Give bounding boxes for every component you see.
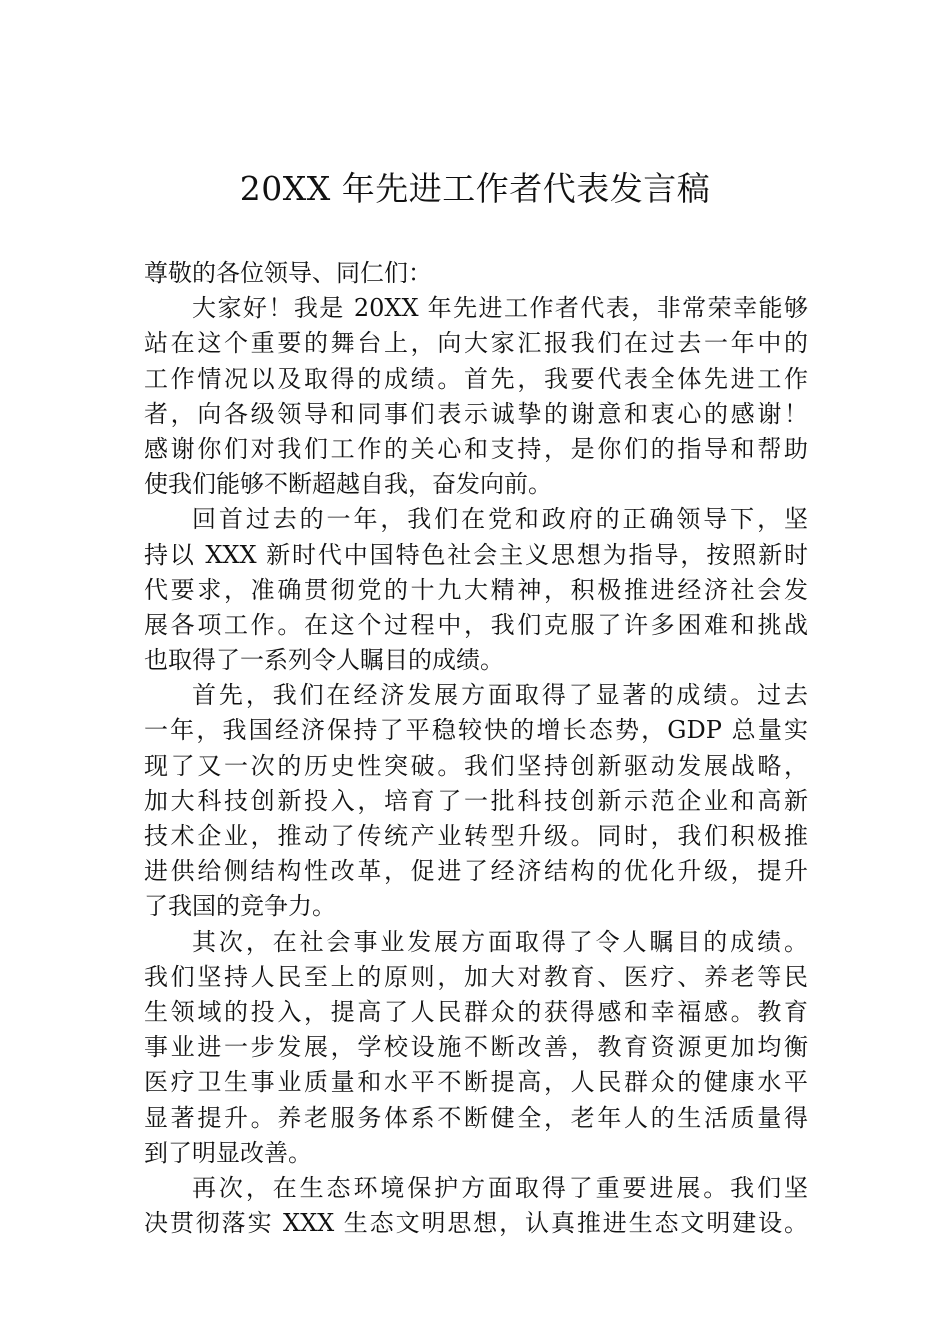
body-line: 其次，在社会事业发展方面取得了令人瞩目的成绩。	[192, 927, 808, 956]
body-line: 也取得了一系列令人瞩目的成绩。	[144, 646, 504, 675]
body-line: 加大科技创新投入，培育了一批科技创新示范企业和高新	[144, 786, 808, 815]
body-line: 进供给侧结构性改革，促进了经济结构的优化升级，提升	[144, 857, 808, 886]
body-line: 站在这个重要的舞台上，向大家汇报我们在过去一年中的	[144, 329, 808, 358]
body-line: 者，向各级领导和同事们表示诚挚的谢意和衷心的感谢！	[144, 399, 808, 428]
body-line: 使我们能够不断超越自我，奋发向前。	[144, 470, 552, 499]
body-line: 事业进一步发展，学校设施不断改善，教育资源更加均衡	[144, 1033, 808, 1062]
body-line: 首先，我们在经济发展方面取得了显著的成绩。过去	[192, 681, 808, 710]
body-line: 到了明显改善。	[144, 1138, 312, 1167]
body-line: 回首过去的一年，我们在党和政府的正确领导下，坚	[192, 505, 808, 534]
body-line: 大家好！我是 20XX 年先进工作者代表，非常荣幸能够	[192, 294, 808, 323]
body-line: 技术企业，推动了传统产业转型升级。同时，我们积极推	[144, 822, 808, 850]
body-line: 生领域的投入，提高了人民群众的获得感和幸福感。教育	[144, 997, 808, 1026]
document-body	[144, 256, 808, 1241]
body-line: 工作情况以及取得的成绩。首先，我要代表全体先进工作	[144, 364, 808, 393]
body-line: 再次，在生态环境保护方面取得了重要进展。我们坚	[192, 1173, 808, 1202]
body-line: 决贯彻落实 XXX 生态文明思想，认真推进生态文明建设。	[144, 1209, 808, 1238]
body-line: 感谢你们对我们工作的关心和支持，是你们的指导和帮助	[144, 434, 808, 463]
body-line: 了我国的竞争力。	[144, 892, 336, 921]
body-line: 我们坚持人民至上的原则，加大对教育、医疗、养老等民	[144, 962, 808, 991]
body-line: 一年，我国经济保持了平稳较快的增长态势，GDP 总量实	[144, 716, 808, 745]
body-line: 尊敬的各位领导、同仁们：	[144, 259, 432, 287]
body-line: 展各项工作。在这个过程中，我们克服了许多困难和挑战	[144, 610, 808, 639]
body-line: 持以 XXX 新时代中国特色社会主义思想为指导，按照新时	[144, 540, 808, 569]
body-line: 医疗卫生事业质量和水平不断提高，人民群众的健康水平	[144, 1068, 808, 1097]
document-title: 20XX 年先进工作者代表发言稿	[239, 169, 711, 208]
body-line: 现了又一次的历史性突破。我们坚持创新驱动发展战略，	[144, 751, 808, 780]
body-line: 显著提升。养老服务体系不断健全，老年人的生活质量得	[144, 1103, 808, 1132]
body-line: 代要求，准确贯彻党的十九大精神，积极推进经济社会发	[144, 575, 808, 604]
